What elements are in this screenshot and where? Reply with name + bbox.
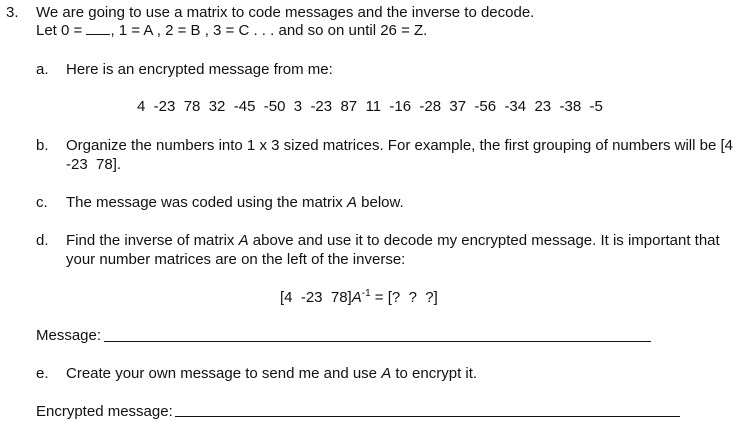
- encrypted-numbers: 4 -23 78 32 -45 -50 3 -23 87 11 -16 -28 37 -56 -34 23 -38 -5: [137, 98, 603, 115]
- part-d-letter: d.: [36, 232, 49, 249]
- part-a-text: Here is an encrypted message from me:: [66, 61, 333, 78]
- part-b-line-2: -23 78].: [66, 156, 122, 173]
- part-c-text: [66, 193, 404, 212]
- part-d-line-2: your number matrices are on the left of the inverse:: [66, 251, 406, 268]
- equation-matrix-name: A: [351, 289, 362, 306]
- equation-exponent: -1: [361, 288, 371, 299]
- part-e-text-before: Create your own message to send me and use: [66, 365, 382, 382]
- part-d-line-1: [66, 231, 720, 250]
- part-c-letter: c.: [36, 194, 48, 211]
- intro-line-1: We are going to use a matrix to code messages and the inverse to decode.: [36, 4, 535, 21]
- zero-blank: [86, 22, 110, 35]
- part-d-line-1-after: above and use it to decode my encrypted message. It is important that: [248, 232, 720, 249]
- matrix-name: A: [238, 232, 249, 249]
- part-e-text-after: to encrypt it.: [391, 365, 478, 382]
- part-e-letter: e.: [36, 365, 49, 382]
- part-e-text: [66, 364, 477, 383]
- part-c-text-after: below.: [357, 194, 404, 211]
- equation-left: [4 -23 78]: [280, 289, 352, 306]
- intro-line-2: [36, 21, 427, 40]
- intro-line-2-prefix: Let 0 =: [36, 22, 87, 39]
- matrix-name: A: [381, 365, 392, 382]
- matrix-name: A: [346, 194, 357, 211]
- decode-equation: [280, 288, 438, 307]
- intro-line-2-suffix: , 1 = A , 2 = B , 3 = C . . . and so on until 26 = Z.: [110, 22, 428, 39]
- part-b-letter: b.: [36, 137, 49, 154]
- encrypted-message-label: Encrypted message:: [36, 403, 173, 420]
- message-label: Message:: [36, 327, 102, 344]
- message-blank-line[interactable]: [104, 341, 651, 342]
- problem-number: 3.: [6, 4, 19, 21]
- encrypted-message-blank-line[interactable]: [175, 416, 680, 417]
- part-a-letter: a.: [36, 61, 49, 78]
- equation-right: = [? ? ?]: [370, 289, 438, 306]
- part-c-text-before: The message was coded using the matrix: [66, 194, 347, 211]
- part-d-line-1-before: Find the inverse of matrix: [66, 232, 239, 249]
- part-b-line-1: Organize the numbers into 1 x 3 sized matrices. For example, the first grouping of numbers will be [4: [66, 137, 733, 154]
